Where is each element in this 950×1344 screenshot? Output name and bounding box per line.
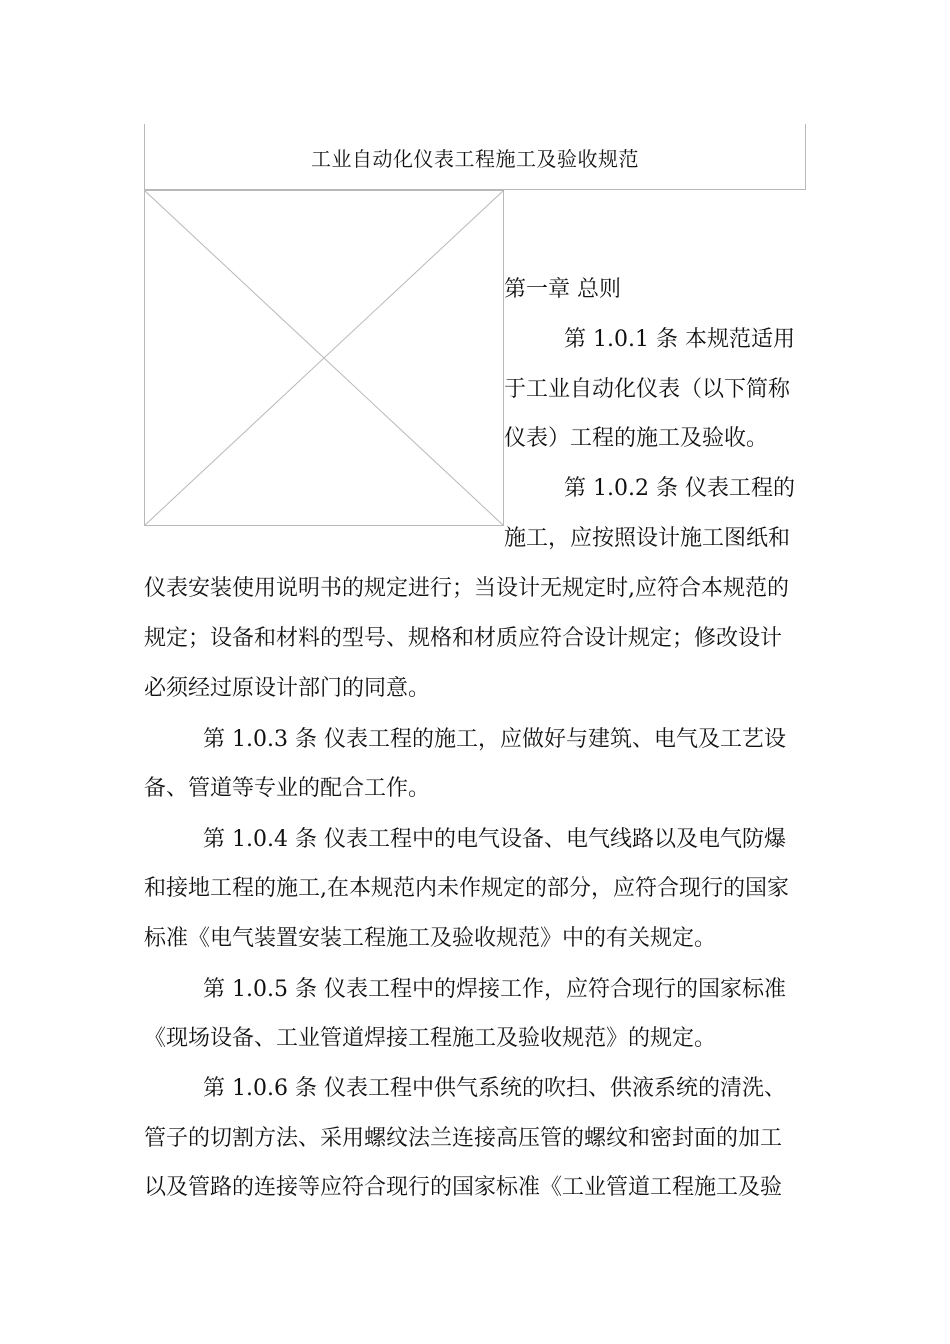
header-box bbox=[144, 124, 806, 190]
paragraph-line: 于工业自动化仪表（以下简称 bbox=[504, 377, 791, 402]
chapter-heading: 第一章 总则 bbox=[504, 277, 621, 302]
paragraph-line: 第 1.0.5 条 仪表工程中的焊接工作，应符合现行的国家标准 bbox=[203, 977, 786, 1002]
paragraph-line: 第 1.0.3 条 仪表工程的施工，应做好与建筑、电气及工艺设 bbox=[203, 727, 786, 752]
paragraph-line: 备、管道等专业的配合工作。 bbox=[144, 776, 431, 801]
image-placeholder bbox=[144, 190, 504, 526]
paragraph-line: 标准《电气装置安装工程施工及验收规范》中的有关规定。 bbox=[144, 926, 717, 951]
paragraph-line: 以及管路的连接等应符合现行的国家标准《工业管道工程施工及验 bbox=[144, 1175, 783, 1200]
paragraph-line: 仪表）工程的施工及验收。 bbox=[504, 426, 769, 451]
paragraph-line: 仪表安装使用说明书的规定进行；当设计无规定时,应符合本规范的 bbox=[144, 576, 789, 601]
paragraph-line: 第 1.0.1 条 本规范适用 bbox=[564, 327, 795, 352]
paragraph-line: 必须经过原设计部门的同意。 bbox=[144, 676, 431, 701]
paragraph-line: 《现场设备、工业管道焊接工程施工及验收规范》的规定。 bbox=[144, 1026, 717, 1051]
paragraph-line: 第 1.0.4 条 仪表工程中的电气设备、电气线路以及电气防爆 bbox=[203, 827, 786, 852]
paragraph-line: 施工，应按照设计施工图纸和 bbox=[504, 526, 791, 551]
paragraph-line: 第 1.0.2 条 仪表工程的 bbox=[564, 476, 795, 501]
paragraph-line: 管子的切割方法、采用螺纹法兰连接高压管的螺纹和密封面的加工 bbox=[144, 1126, 783, 1151]
paragraph-line: 规定；设备和材料的型号、规格和材质应符合设计规定；修改设计 bbox=[144, 626, 783, 651]
document-title: 工业自动化仪表工程施工及验收规范 bbox=[311, 147, 639, 171]
broken-image-icon bbox=[144, 190, 504, 526]
paragraph-line: 第 1.0.6 条 仪表工程中供气系统的吹扫、供液系统的清洗、 bbox=[203, 1076, 786, 1101]
paragraph-line: 和接地工程的施工,在本规范内未作规定的部分，应符合现行的国家 bbox=[144, 876, 789, 901]
